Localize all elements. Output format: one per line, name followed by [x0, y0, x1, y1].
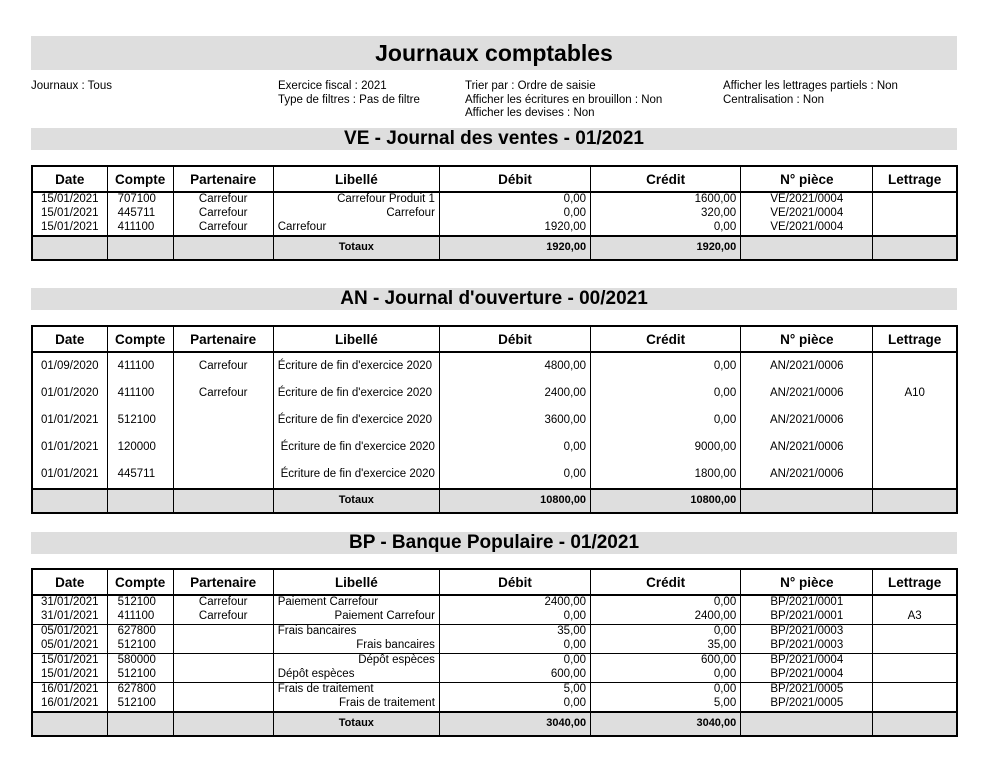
- cell-libelle: Écriture de fin d'exercice 2020: [273, 434, 439, 461]
- cell-libelle: Écriture de fin d'exercice 2020: [273, 352, 439, 380]
- cell-debit: 0,00: [439, 610, 590, 625]
- cell-date: 01/01/2021: [32, 407, 107, 434]
- table-row: [32, 625, 957, 640]
- cell-credit: 0,00: [591, 668, 741, 683]
- cell-credit: 0,00: [591, 625, 741, 640]
- table-row: [32, 207, 957, 221]
- meta-tri: Trier par : Ordre de saisie: [465, 80, 596, 92]
- cell-libelle: Dépôt espèces: [273, 668, 439, 683]
- total-debit: 1920,00: [439, 236, 590, 260]
- cell-lettrage: [873, 407, 957, 434]
- totals-row: [32, 489, 957, 513]
- totals-empty-cell: [173, 236, 273, 260]
- cell-debit: 2400,00: [439, 380, 590, 407]
- cell-compte: 512100: [107, 595, 173, 610]
- cell-debit: 0,00: [439, 207, 590, 221]
- meta-col-4: [723, 80, 898, 107]
- cell-credit: 0,00: [591, 352, 741, 380]
- cell-debit: 5,00: [439, 683, 590, 698]
- cell-compte: 707100: [107, 192, 173, 207]
- totals-empty-cell: [173, 712, 273, 736]
- cell-libelle: Frais de traitement: [273, 683, 439, 698]
- cell-libelle: Écriture de fin d'exercice 2020: [273, 461, 439, 489]
- cell-debit: 0,00: [439, 461, 590, 489]
- table-row: [32, 668, 957, 683]
- table-header-row: [32, 326, 957, 352]
- cell-piece: BP/2021/0003: [741, 625, 873, 640]
- cell-libelle: Paiement Carrefour: [273, 595, 439, 610]
- cell-credit: 0,00: [591, 221, 741, 236]
- column-header-lettrage: Lettrage: [873, 569, 957, 595]
- cell-debit: 3600,00: [439, 407, 590, 434]
- table-row: [32, 610, 957, 625]
- cell-partenaire: [173, 461, 273, 489]
- cell-lettrage: [873, 625, 957, 640]
- meta-journaux: Journaux : Tous: [31, 80, 112, 92]
- cell-compte: 445711: [107, 207, 173, 221]
- cell-credit: 5,00: [591, 697, 741, 712]
- cell-lettrage: A3: [873, 610, 957, 625]
- cell-partenaire: Carrefour: [173, 221, 273, 236]
- cell-debit: 0,00: [439, 654, 590, 669]
- cell-partenaire: [173, 639, 273, 654]
- cell-libelle: Paiement Carrefour: [273, 610, 439, 625]
- cell-date: 15/01/2021: [32, 654, 107, 669]
- column-header-compte: Compte: [107, 326, 173, 352]
- cell-debit: 2400,00: [439, 595, 590, 610]
- cell-date: 15/01/2021: [32, 668, 107, 683]
- totals-empty-cell: [741, 236, 873, 260]
- cell-partenaire: [173, 407, 273, 434]
- cell-piece: VE/2021/0004: [741, 192, 873, 207]
- column-header-credit: Crédit: [591, 569, 741, 595]
- cell-partenaire: [173, 654, 273, 669]
- cell-compte: 512100: [107, 639, 173, 654]
- cell-piece: BP/2021/0004: [741, 654, 873, 669]
- table-row: [32, 221, 957, 236]
- totals-label: Totaux: [273, 236, 439, 260]
- cell-lettrage: [873, 639, 957, 654]
- totals-empty-cell: [741, 489, 873, 513]
- table-header-row: [32, 166, 957, 192]
- column-header-piece: N° pièce: [741, 326, 873, 352]
- column-header-piece: N° pièce: [741, 569, 873, 595]
- cell-debit: 0,00: [439, 434, 590, 461]
- cell-piece: BP/2021/0005: [741, 697, 873, 712]
- cell-lettrage: [873, 352, 957, 380]
- totals-label: Totaux: [273, 712, 439, 736]
- cell-compte: 627800: [107, 683, 173, 698]
- journal-table-an: [31, 325, 958, 514]
- column-header-date: Date: [32, 569, 107, 595]
- cell-piece: AN/2021/0006: [741, 352, 873, 380]
- totals-empty-cell: [32, 489, 107, 513]
- totals-empty-cell: [107, 489, 173, 513]
- cell-piece: BP/2021/0005: [741, 683, 873, 698]
- cell-lettrage: [873, 461, 957, 489]
- table-row: [32, 192, 957, 207]
- totals-empty-cell: [741, 712, 873, 736]
- cell-partenaire: [173, 625, 273, 640]
- meta-col-2: [278, 80, 420, 107]
- column-header-lettrage: Lettrage: [873, 166, 957, 192]
- column-header-credit: Crédit: [591, 166, 741, 192]
- cell-lettrage: [873, 595, 957, 610]
- cell-libelle: Carrefour: [273, 207, 439, 221]
- cell-credit: 2400,00: [591, 610, 741, 625]
- cell-partenaire: [173, 668, 273, 683]
- column-header-libelle: Libellé: [273, 166, 439, 192]
- cell-credit: 320,00: [591, 207, 741, 221]
- column-header-debit: Débit: [439, 569, 590, 595]
- column-header-libelle: Libellé: [273, 326, 439, 352]
- cell-lettrage: [873, 192, 957, 207]
- cell-lettrage: [873, 221, 957, 236]
- cell-piece: AN/2021/0006: [741, 407, 873, 434]
- cell-partenaire: [173, 697, 273, 712]
- cell-debit: 600,00: [439, 668, 590, 683]
- table-row: [32, 461, 957, 489]
- cell-date: 15/01/2021: [32, 221, 107, 236]
- cell-libelle: Écriture de fin d'exercice 2020: [273, 407, 439, 434]
- table-row: [32, 380, 957, 407]
- cell-credit: 0,00: [591, 407, 741, 434]
- cell-compte: 512100: [107, 697, 173, 712]
- table-row: [32, 683, 957, 698]
- cell-debit: 35,00: [439, 625, 590, 640]
- cell-date: 16/01/2021: [32, 683, 107, 698]
- column-header-piece: N° pièce: [741, 166, 873, 192]
- column-header-compte: Compte: [107, 569, 173, 595]
- column-header-credit: Crédit: [591, 326, 741, 352]
- cell-date: 15/01/2021: [32, 207, 107, 221]
- cell-compte: 120000: [107, 434, 173, 461]
- meta-centralisation: Centralisation : Non: [723, 93, 824, 106]
- cell-partenaire: Carrefour: [173, 380, 273, 407]
- cell-piece: BP/2021/0003: [741, 639, 873, 654]
- cell-libelle: Dépôt espèces: [273, 654, 439, 669]
- cell-lettrage: [873, 697, 957, 712]
- cell-credit: 0,00: [591, 595, 741, 610]
- meta-brouillon: Afficher les écritures en brouillon : Non: [465, 93, 663, 106]
- cell-libelle: Frais de traitement: [273, 697, 439, 712]
- cell-date: 31/01/2021: [32, 610, 107, 625]
- totals-empty-cell: [173, 489, 273, 513]
- cell-lettrage: [873, 207, 957, 221]
- journal-title-ve: VE - Journal des ventes - 01/2021: [31, 128, 957, 150]
- column-header-date: Date: [32, 326, 107, 352]
- column-header-debit: Débit: [439, 326, 590, 352]
- cell-piece: AN/2021/0006: [741, 461, 873, 489]
- table-row: [32, 639, 957, 654]
- totals-row: [32, 712, 957, 736]
- cell-lettrage: [873, 654, 957, 669]
- cell-piece: AN/2021/0006: [741, 434, 873, 461]
- cell-date: 01/01/2021: [32, 461, 107, 489]
- totals-empty-cell: [873, 236, 957, 260]
- cell-debit: 1920,00: [439, 221, 590, 236]
- cell-partenaire: Carrefour: [173, 207, 273, 221]
- cell-lettrage: [873, 434, 957, 461]
- cell-piece: BP/2021/0001: [741, 595, 873, 610]
- cell-date: 05/01/2021: [32, 625, 107, 640]
- journal-table-ve: [31, 165, 958, 261]
- cell-debit: 0,00: [439, 192, 590, 207]
- cell-credit: 1600,00: [591, 192, 741, 207]
- journal-table-bp: [31, 568, 958, 737]
- totals-empty-cell: [32, 712, 107, 736]
- cell-piece: BP/2021/0004: [741, 668, 873, 683]
- table-row: [32, 352, 957, 380]
- total-credit: 3040,00: [591, 712, 741, 736]
- cell-compte: 411100: [107, 380, 173, 407]
- totals-label: Totaux: [273, 489, 439, 513]
- cell-date: 15/01/2021: [32, 192, 107, 207]
- cell-debit: 0,00: [439, 697, 590, 712]
- cell-lettrage: [873, 668, 957, 683]
- cell-partenaire: [173, 683, 273, 698]
- totals-empty-cell: [32, 236, 107, 260]
- cell-libelle: Frais bancaires: [273, 625, 439, 640]
- total-debit: 3040,00: [439, 712, 590, 736]
- report-title: Journaux comptables: [31, 36, 957, 70]
- meta-exercice: Exercice fiscal : 2021: [278, 80, 387, 92]
- cell-libelle: Écriture de fin d'exercice 2020: [273, 380, 439, 407]
- cell-date: 01/01/2020: [32, 380, 107, 407]
- cell-partenaire: Carrefour: [173, 595, 273, 610]
- cell-compte: 411100: [107, 610, 173, 625]
- totals-empty-cell: [873, 489, 957, 513]
- meta-col-1: [31, 80, 112, 94]
- cell-libelle: Frais bancaires: [273, 639, 439, 654]
- column-header-debit: Débit: [439, 166, 590, 192]
- cell-compte: 411100: [107, 352, 173, 380]
- column-header-compte: Compte: [107, 166, 173, 192]
- cell-date: 01/01/2021: [32, 434, 107, 461]
- journal-title-an: AN - Journal d'ouverture - 00/2021: [31, 288, 957, 310]
- cell-date: 16/01/2021: [32, 697, 107, 712]
- cell-credit: 1800,00: [591, 461, 741, 489]
- cell-partenaire: [173, 434, 273, 461]
- total-credit: 10800,00: [591, 489, 741, 513]
- cell-date: 01/09/2020: [32, 352, 107, 380]
- column-header-date: Date: [32, 166, 107, 192]
- cell-libelle: Carrefour: [273, 221, 439, 236]
- cell-debit: 0,00: [439, 639, 590, 654]
- totals-row: [32, 236, 957, 260]
- totals-empty-cell: [107, 712, 173, 736]
- cell-compte: 411100: [107, 221, 173, 236]
- cell-compte: 627800: [107, 625, 173, 640]
- cell-credit: 600,00: [591, 654, 741, 669]
- totals-empty-cell: [873, 712, 957, 736]
- meta-lettrages: Afficher les lettrages partiels : Non: [723, 80, 898, 92]
- cell-lettrage: [873, 683, 957, 698]
- cell-compte: 445711: [107, 461, 173, 489]
- totals-empty-cell: [107, 236, 173, 260]
- table-row: [32, 434, 957, 461]
- table-row: [32, 654, 957, 669]
- cell-libelle: Carrefour Produit 1: [273, 192, 439, 207]
- column-header-lettrage: Lettrage: [873, 326, 957, 352]
- meta-col-3: [465, 80, 662, 121]
- cell-credit: 9000,00: [591, 434, 741, 461]
- cell-piece: VE/2021/0004: [741, 221, 873, 236]
- journal-title-bp: BP - Banque Populaire - 01/2021: [31, 532, 957, 554]
- cell-partenaire: Carrefour: [173, 610, 273, 625]
- table-row: [32, 407, 957, 434]
- cell-date: 05/01/2021: [32, 639, 107, 654]
- cell-credit: 35,00: [591, 639, 741, 654]
- cell-compte: 512100: [107, 407, 173, 434]
- table-row: [32, 595, 957, 610]
- cell-credit: 0,00: [591, 380, 741, 407]
- cell-piece: BP/2021/0001: [741, 610, 873, 625]
- cell-lettrage: A10: [873, 380, 957, 407]
- cell-piece: VE/2021/0004: [741, 207, 873, 221]
- cell-compte: 580000: [107, 654, 173, 669]
- meta-devises: Afficher les devises : Non: [465, 107, 595, 119]
- column-header-partenaire: Partenaire: [173, 166, 273, 192]
- cell-date: 31/01/2021: [32, 595, 107, 610]
- cell-credit: 0,00: [591, 683, 741, 698]
- cell-debit: 4800,00: [439, 352, 590, 380]
- cell-partenaire: Carrefour: [173, 352, 273, 380]
- meta-filtres: Type de filtres : Pas de filtre: [278, 93, 420, 106]
- table-header-row: [32, 569, 957, 595]
- cell-partenaire: Carrefour: [173, 192, 273, 207]
- total-debit: 10800,00: [439, 489, 590, 513]
- column-header-libelle: Libellé: [273, 569, 439, 595]
- cell-piece: AN/2021/0006: [741, 380, 873, 407]
- total-credit: 1920,00: [591, 236, 741, 260]
- cell-compte: 512100: [107, 668, 173, 683]
- table-row: [32, 697, 957, 712]
- column-header-partenaire: Partenaire: [173, 326, 273, 352]
- column-header-partenaire: Partenaire: [173, 569, 273, 595]
